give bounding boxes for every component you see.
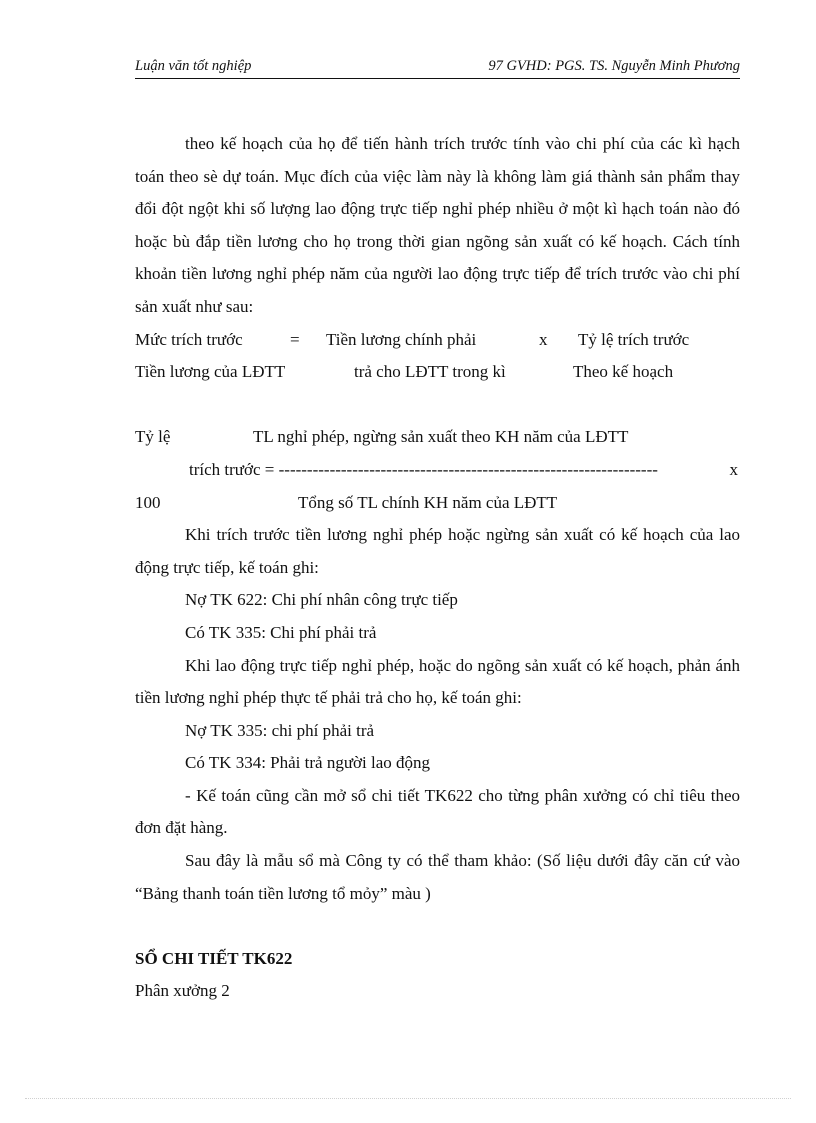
note-paragraph: - Kế toán cũng cần mở sổ chi tiết TK622 cho từng phân xưởng có chỉ tiêu theo đơn đặt hàng. [135, 785, 740, 838]
page-footer-divider [25, 1098, 791, 1099]
section-title: SỔ CHI TIẾT TK622 [135, 948, 293, 968]
formula2-denominator: Tổng số TL chính KH năm của LĐTT [298, 492, 558, 512]
formula2-row3 [135, 487, 740, 520]
formula1-term2: Tỷ lệ trích trước [578, 329, 690, 349]
formula1-term2-cont: Theo kế hoạch [573, 362, 674, 382]
reference-paragraph: Sau đây là mẫu sổ mà Công ty có thể tham khảo: (Số liệu dưới đây căn cứ vào “Bảng thanh toán tiền lương tổ mỏy” màu ) [135, 851, 740, 903]
entry-paragraph-1: Khi trích trước tiền lương nghỉ phép hoặc ngừng sản xuất có kế hoạch của lao động trực tiếp, kế toán ghi: [135, 525, 740, 577]
formula1-equals: = [290, 329, 300, 349]
header-left-title: Luận văn tốt nghiệp [135, 58, 252, 74]
formula2-label: Tỷ lệ [135, 427, 171, 447]
debit-entry-335: Nợ TK 335: chi phí phải trả [185, 720, 375, 740]
formula2-hundred: 100 [135, 492, 161, 512]
header-right-advisor: 97 GVHD: PGS. TS. Nguyễn Minh Phương [488, 58, 740, 74]
formula2-times: x [729, 459, 738, 479]
credit-entry-335: Có TK 335: Chi phí phải trả [185, 622, 377, 642]
page-header [135, 58, 740, 79]
formula1-label: Mức trích trước [135, 329, 243, 349]
debit-entry-622: Nợ TK 622: Chi phí nhân công trực tiếp [185, 590, 458, 610]
formula2-row2 [135, 454, 740, 487]
section-subtitle: Phân xưởng 2 [135, 981, 230, 1001]
document-body [135, 128, 740, 1008]
formula1-times: x [539, 329, 548, 349]
credit-entry-334: Có TK 334: Phải trả người lao động [185, 753, 431, 773]
formula2-row1 [135, 421, 740, 454]
formula1-term1-cont: trả cho LĐTT trong kì [354, 362, 506, 382]
formula1-row2 [135, 356, 740, 389]
formula1-row1 [135, 324, 740, 357]
formula1-label-cont: Tiền lương của LĐTT [135, 362, 286, 382]
formula1-term1: Tiền lương chính phải [326, 329, 477, 349]
entry-paragraph-2: Khi lao động trực tiếp nghỉ phép, hoặc do ngõng sản xuất có kế hoạch, phản ánh tiền lương nghỉ phép thực tế phải trả cho họ, kế toán ghi: [135, 655, 740, 708]
intro-paragraph: theo kế hoạch của họ để tiến hành trích trước tính vào chi phí của các kì hạch toán theo sè dự toán. Mục đích của việc làm này là không làm giá thành sản phẩm thay đổi đột ngột khi số lượng lao động trực tiếp nghỉ phép nhiều ở một kì hạch toán nào đó hoặc bù đắp tiền lương cho họ trong thời gian ngõng sản xuất có kế hoạch. Cách tính khoản tiền lương nghỉ phép năm của người lao động trực tiếp để trích trước vào chi phí sản xuất như sau: [135, 134, 740, 316]
formula2-fraction-line: trích trước = ------------------------------------------------------------------- [189, 459, 658, 479]
formula2-numerator: TL nghỉ phép, ngừng sản xuất theo KH năm của LĐTT [253, 427, 629, 447]
